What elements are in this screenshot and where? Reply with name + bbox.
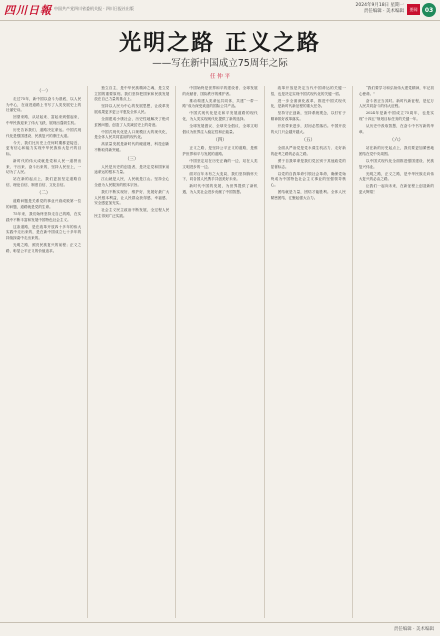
masthead-subtitle: 中国共产党四川省委机关报 · 四川日报社出版 — [54, 6, 134, 11]
column-divider — [352, 86, 353, 618]
text-column — [6, 86, 81, 618]
body-paragraph: 光明之路，照亮民族复兴的前程；正义之路，彰显公平正义的价值追求。 — [6, 243, 82, 253]
body-paragraph: 我们不断实现好、维护好、发展好最广大人民根本利益，让人民群众获得感、幸福感、安全感更加充实。 — [94, 189, 170, 206]
article-byline: 任 仲 平 — [210, 74, 230, 80]
body-paragraph: 新时代中国的发展，为世界提供了新机遇，为人类社会进步贡献了中国智慧。 — [182, 184, 258, 194]
body-paragraph: 全面建成小康社会，历史性地解决了绝对贫困问题，创造了人类减贫史上的奇迹。 — [94, 116, 170, 127]
article-subheadline: ——写在新中国成立75周年之际 — [152, 58, 288, 69]
body-paragraph: 面对百年未有之大变局，我们坚持胸怀天下，同各国人民携手共创美好未来。 — [182, 171, 258, 182]
body-paragraph: 以中国式现代化全面推进强国建设、民族复兴伟业。 — [358, 158, 435, 169]
body-paragraph: 勇于自我革命是我们党区别于其他政党的显著标志。 — [270, 158, 346, 169]
body-paragraph: 江山就是人民，人民就是江山。坚持全心全意为人民服务的根本宗旨。 — [94, 177, 170, 187]
body-paragraph: 让我们一起向未来，在新征程上创造新的更大辉煌！ — [358, 184, 435, 194]
body-paragraph: “我们要学习和弘扬伟大建党精神，牢记初心使命。” — [358, 86, 435, 96]
section-number: （五） — [301, 138, 315, 144]
body-paragraph: 今天，我们比历史上任何时期都更接近、更有信心和能力实现中华民族伟大复兴的目标。 — [6, 140, 82, 156]
body-paragraph: 中国始终是世界和平的建设者、全球发展的贡献者、国际秩序的维护者。 — [182, 86, 258, 96]
body-paragraph: 从历史中汲取智慧，在奋斗中书写新的华章。 — [358, 124, 435, 134]
text-column — [182, 86, 257, 618]
article-headline: 光明之路 正义之路 — [119, 31, 321, 56]
body-paragraph: 道路问题是关系党的事业兴衰成败第一位的问题，道路就是党的生命。 — [6, 199, 82, 209]
body-paragraph: 独立自主，是中华民族精神之魂，是立党立国的重要原则。我们坚持把国家和民族发展放在自己力量的基点上。 — [94, 86, 170, 102]
body-paragraph: 光明之路，正义之路，是中华民族走向伟大复兴的必由之路。 — [358, 171, 435, 182]
body-paragraph: 历史告诉我们，道路决定命运。中国式现代化是强国建设、民族复兴的康庄大道。 — [6, 127, 82, 138]
body-paragraph: 社会主义民主政治不断发展，全过程人民民主得到广泛实践。 — [94, 208, 170, 218]
column-divider — [264, 86, 265, 618]
body-paragraph: 以党的自我革命引领社会革命，确保党始终成为中国特色社会主义事业的坚强领导核心。 — [270, 171, 346, 187]
section-tag[interactable]: 要闻 — [407, 4, 420, 15]
column-divider — [87, 86, 88, 618]
body-paragraph: 2024年是新中国成立75周年，也是实现“十四五”规划目标任务的关键一年。 — [358, 111, 435, 121]
section-number: （四） — [213, 138, 227, 144]
newspaper-logo[interactable]: 四川日報 — [4, 4, 52, 17]
body-paragraph: 回望来路，从站起来、富起来到强起来，中华民族迎来了伟大飞跃，展现出蓬勃生机。 — [6, 115, 82, 125]
article-header — [0, 24, 440, 84]
column-divider — [175, 86, 176, 618]
body-paragraph: 全面从严治党是党永葆生机活力、走好新的赶考之路的必由之路。 — [270, 146, 346, 156]
body-paragraph: 推动构建人类命运共同体，共建“一带一路”成为深受欢迎的国际公共产品。 — [182, 98, 258, 109]
text-column — [94, 86, 169, 618]
body-paragraph: 正义之路，是坚持公平正义的道路，是维护世界和平与发展的道路。 — [182, 146, 258, 156]
body-paragraph: 中国坚定站在历史正确的一边，站在人类文明进步的一边。 — [182, 158, 258, 169]
section-number: （一） — [36, 89, 51, 94]
masthead-date — [356, 3, 404, 15]
text-column — [359, 86, 434, 618]
page-footer — [0, 622, 440, 636]
body-paragraph: 进一步全面深化改革，推进中国式现代化，是新时代新征程的重大任务。 — [270, 98, 346, 109]
body-paragraph: 人民是历史的创造者，是决定党和国家前途命运的根本力量。 — [94, 164, 170, 175]
footer-text: 责任编辑 · 美术编辑 — [393, 627, 434, 632]
body-paragraph: 改革开放是决定当代中国命运的关键一招，也是决定实现中国式现代化的关键一招。 — [270, 86, 346, 96]
body-paragraph: 中国式现代化是走和平发展道路的现代化，为人类实现现代化提供了新的选择。 — [182, 111, 258, 121]
body-paragraph: 新时代的伟大成就是党和人民一道拼出来、干出来、奋斗出来的，坚持人民至上，一切为了人民。 — [6, 158, 82, 175]
body-paragraph: 团结就是力量，团结才能胜利。全体人民紧密团结，汇聚起强大合力。 — [270, 189, 346, 200]
editor-line: 责任编辑 · 美术编辑 — [363, 9, 404, 14]
body-paragraph: 坚持守正创新，坚持系统观念，以钉钉子精神抓好改革落实。 — [270, 111, 346, 121]
body-paragraph: 75年来，我们始终坚持走自己的路，在实践中不断丰富和发展中国特色社会主义。 — [6, 212, 82, 222]
body-paragraph: 中国式现代化是人口规模巨大的现代化，是全体人民共同富裕的现代化。 — [94, 129, 170, 140]
body-paragraph: 全球发展倡议、全球安全倡议、全球文明倡议为世界注入稳定性和正能量。 — [182, 124, 258, 134]
body-paragraph: 坚持以人民为中心的发展思想，让改革发展成果更多更公平惠及全体人民。 — [94, 104, 170, 114]
body-paragraph: 高质量发展是新时代的硬道理，科技创新不断取得新突破。 — [94, 142, 170, 152]
body-paragraph: 走过75年，新中国以奋斗为基底，以人民为中心，在前进道路上书写了人类发展史上的壮丽史诗。 — [6, 97, 82, 113]
body-paragraph: 奋斗者正当其时。新时代新征程，是亿万人民共同奋斗的伟大征程。 — [358, 98, 435, 109]
article-body — [6, 86, 434, 618]
body-paragraph: 站在新的起点上，我们更加坚定道路自信、理论自信、制度自信、文化自信。 — [6, 177, 82, 187]
date-line: 2024年9月18日 星期一 — [355, 3, 404, 8]
section-number: （三） — [125, 156, 139, 162]
body-paragraph: 站在新的历史起点上，我们要更加紧密地团结在党中央周围。 — [358, 146, 435, 156]
text-column — [271, 86, 346, 618]
masthead — [0, 0, 440, 21]
body-paragraph: 这条道路，是在改革开放四十多年的伟大实践中走出来的，是在新中国成立七十多年的持续探索中走出来的。 — [6, 224, 82, 240]
page-number-badge[interactable]: 03 — [422, 3, 436, 17]
body-paragraph: 开放带来进步，封闭必然落后。中国开放的大门只会越开越大。 — [270, 124, 346, 134]
section-number: （六） — [389, 138, 404, 144]
section-number: （二） — [36, 191, 51, 197]
